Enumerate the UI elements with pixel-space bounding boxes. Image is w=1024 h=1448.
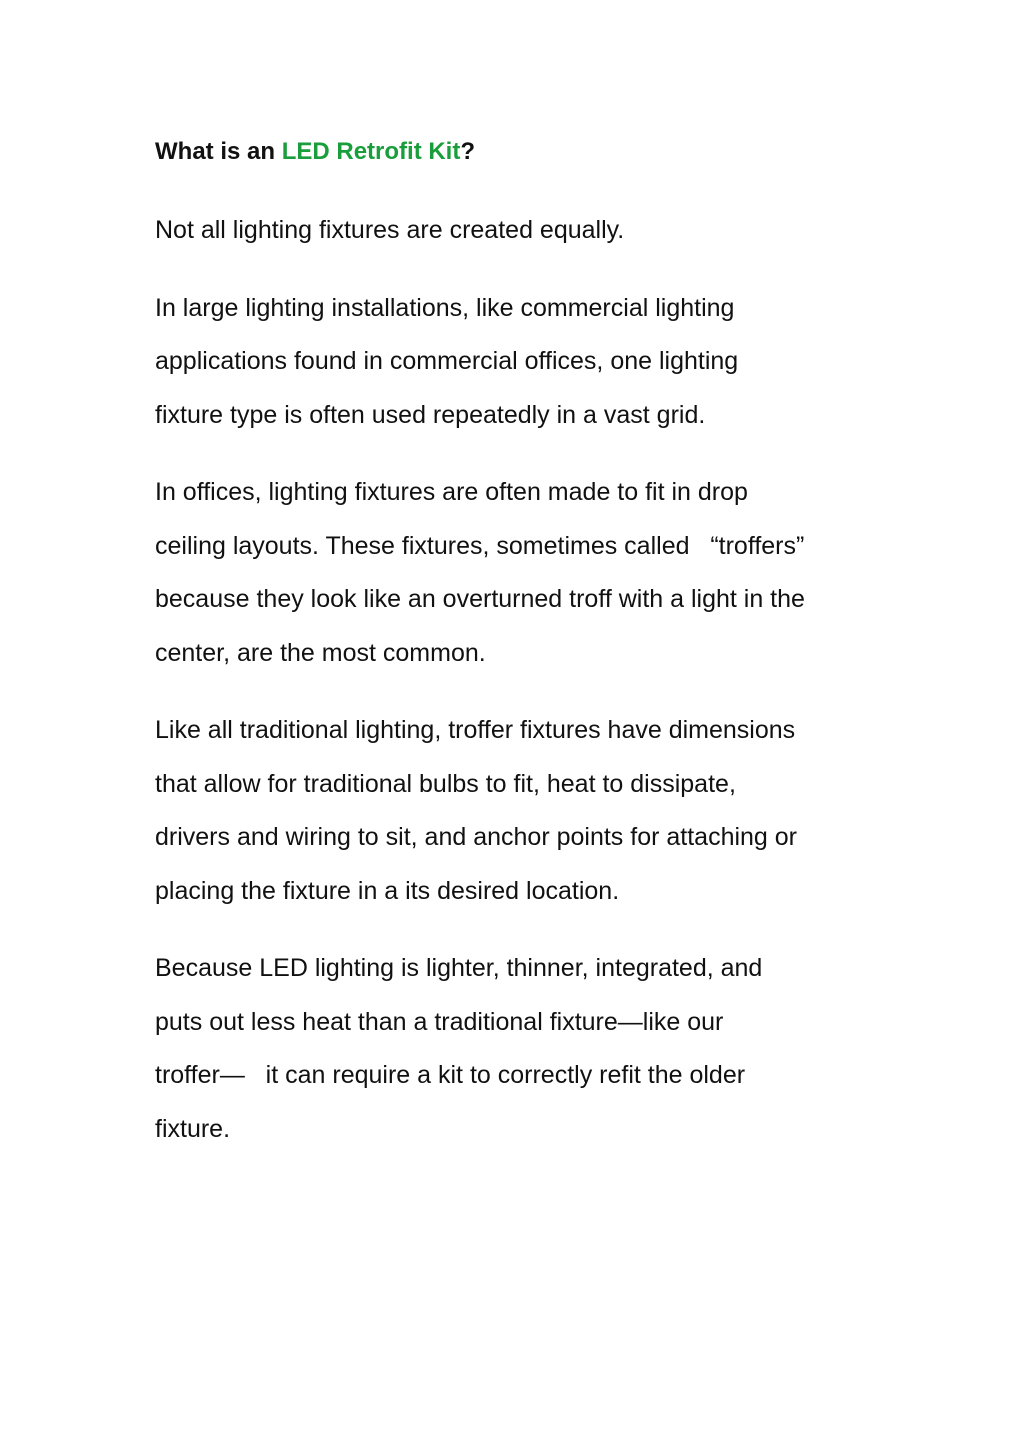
paragraph-5 [155, 942, 885, 1156]
text-line: troffer— it can require a kit to correctly refit the older [155, 1061, 746, 1089]
text-line: center, are the most common. [155, 638, 486, 667]
text-line: In large lighting installations, like commercial lighting [155, 293, 735, 322]
text-line: fixture. [155, 1114, 231, 1143]
text-line: fixture type is often used repeatedly in a vast grid. [155, 400, 706, 429]
title-highlight: LED Retrofit Kit [281, 138, 461, 165]
text-line: puts out less heat than a traditional fixture—like our [155, 1007, 724, 1036]
document-body [155, 126, 885, 1180]
paragraph-1 [155, 204, 885, 258]
text-line: Not all lighting fixtures are created equally. [155, 216, 625, 244]
text-line: ceiling layouts. These fixtures, sometimes called “troffers” [155, 531, 805, 560]
page-title [155, 126, 885, 178]
text-line: that allow for traditional bulbs to fit, heat to dissipate, [155, 769, 736, 798]
text-line: In offices, lighting fixtures are often made to fit in drop [155, 478, 748, 506]
title-prefix: What is an [155, 138, 282, 165]
text-line: Because LED lighting is lighter, thinner, integrated, and [155, 954, 763, 982]
title-suffix: ? [460, 138, 476, 165]
text-line: drivers and wiring to sit, and anchor points for attaching or [155, 823, 798, 851]
text-line: Like all traditional lighting, troffer fixtures have dimensions [155, 716, 796, 744]
paragraph-2 [155, 282, 885, 443]
text-line: applications found in commercial offices, one lighting [155, 347, 739, 375]
text-line: placing the fixture in a its desired location. [155, 876, 620, 905]
paragraph-3 [155, 466, 885, 680]
text-line: because they look like an overturned troff with a light in the [155, 585, 805, 613]
paragraph-4 [155, 704, 885, 918]
